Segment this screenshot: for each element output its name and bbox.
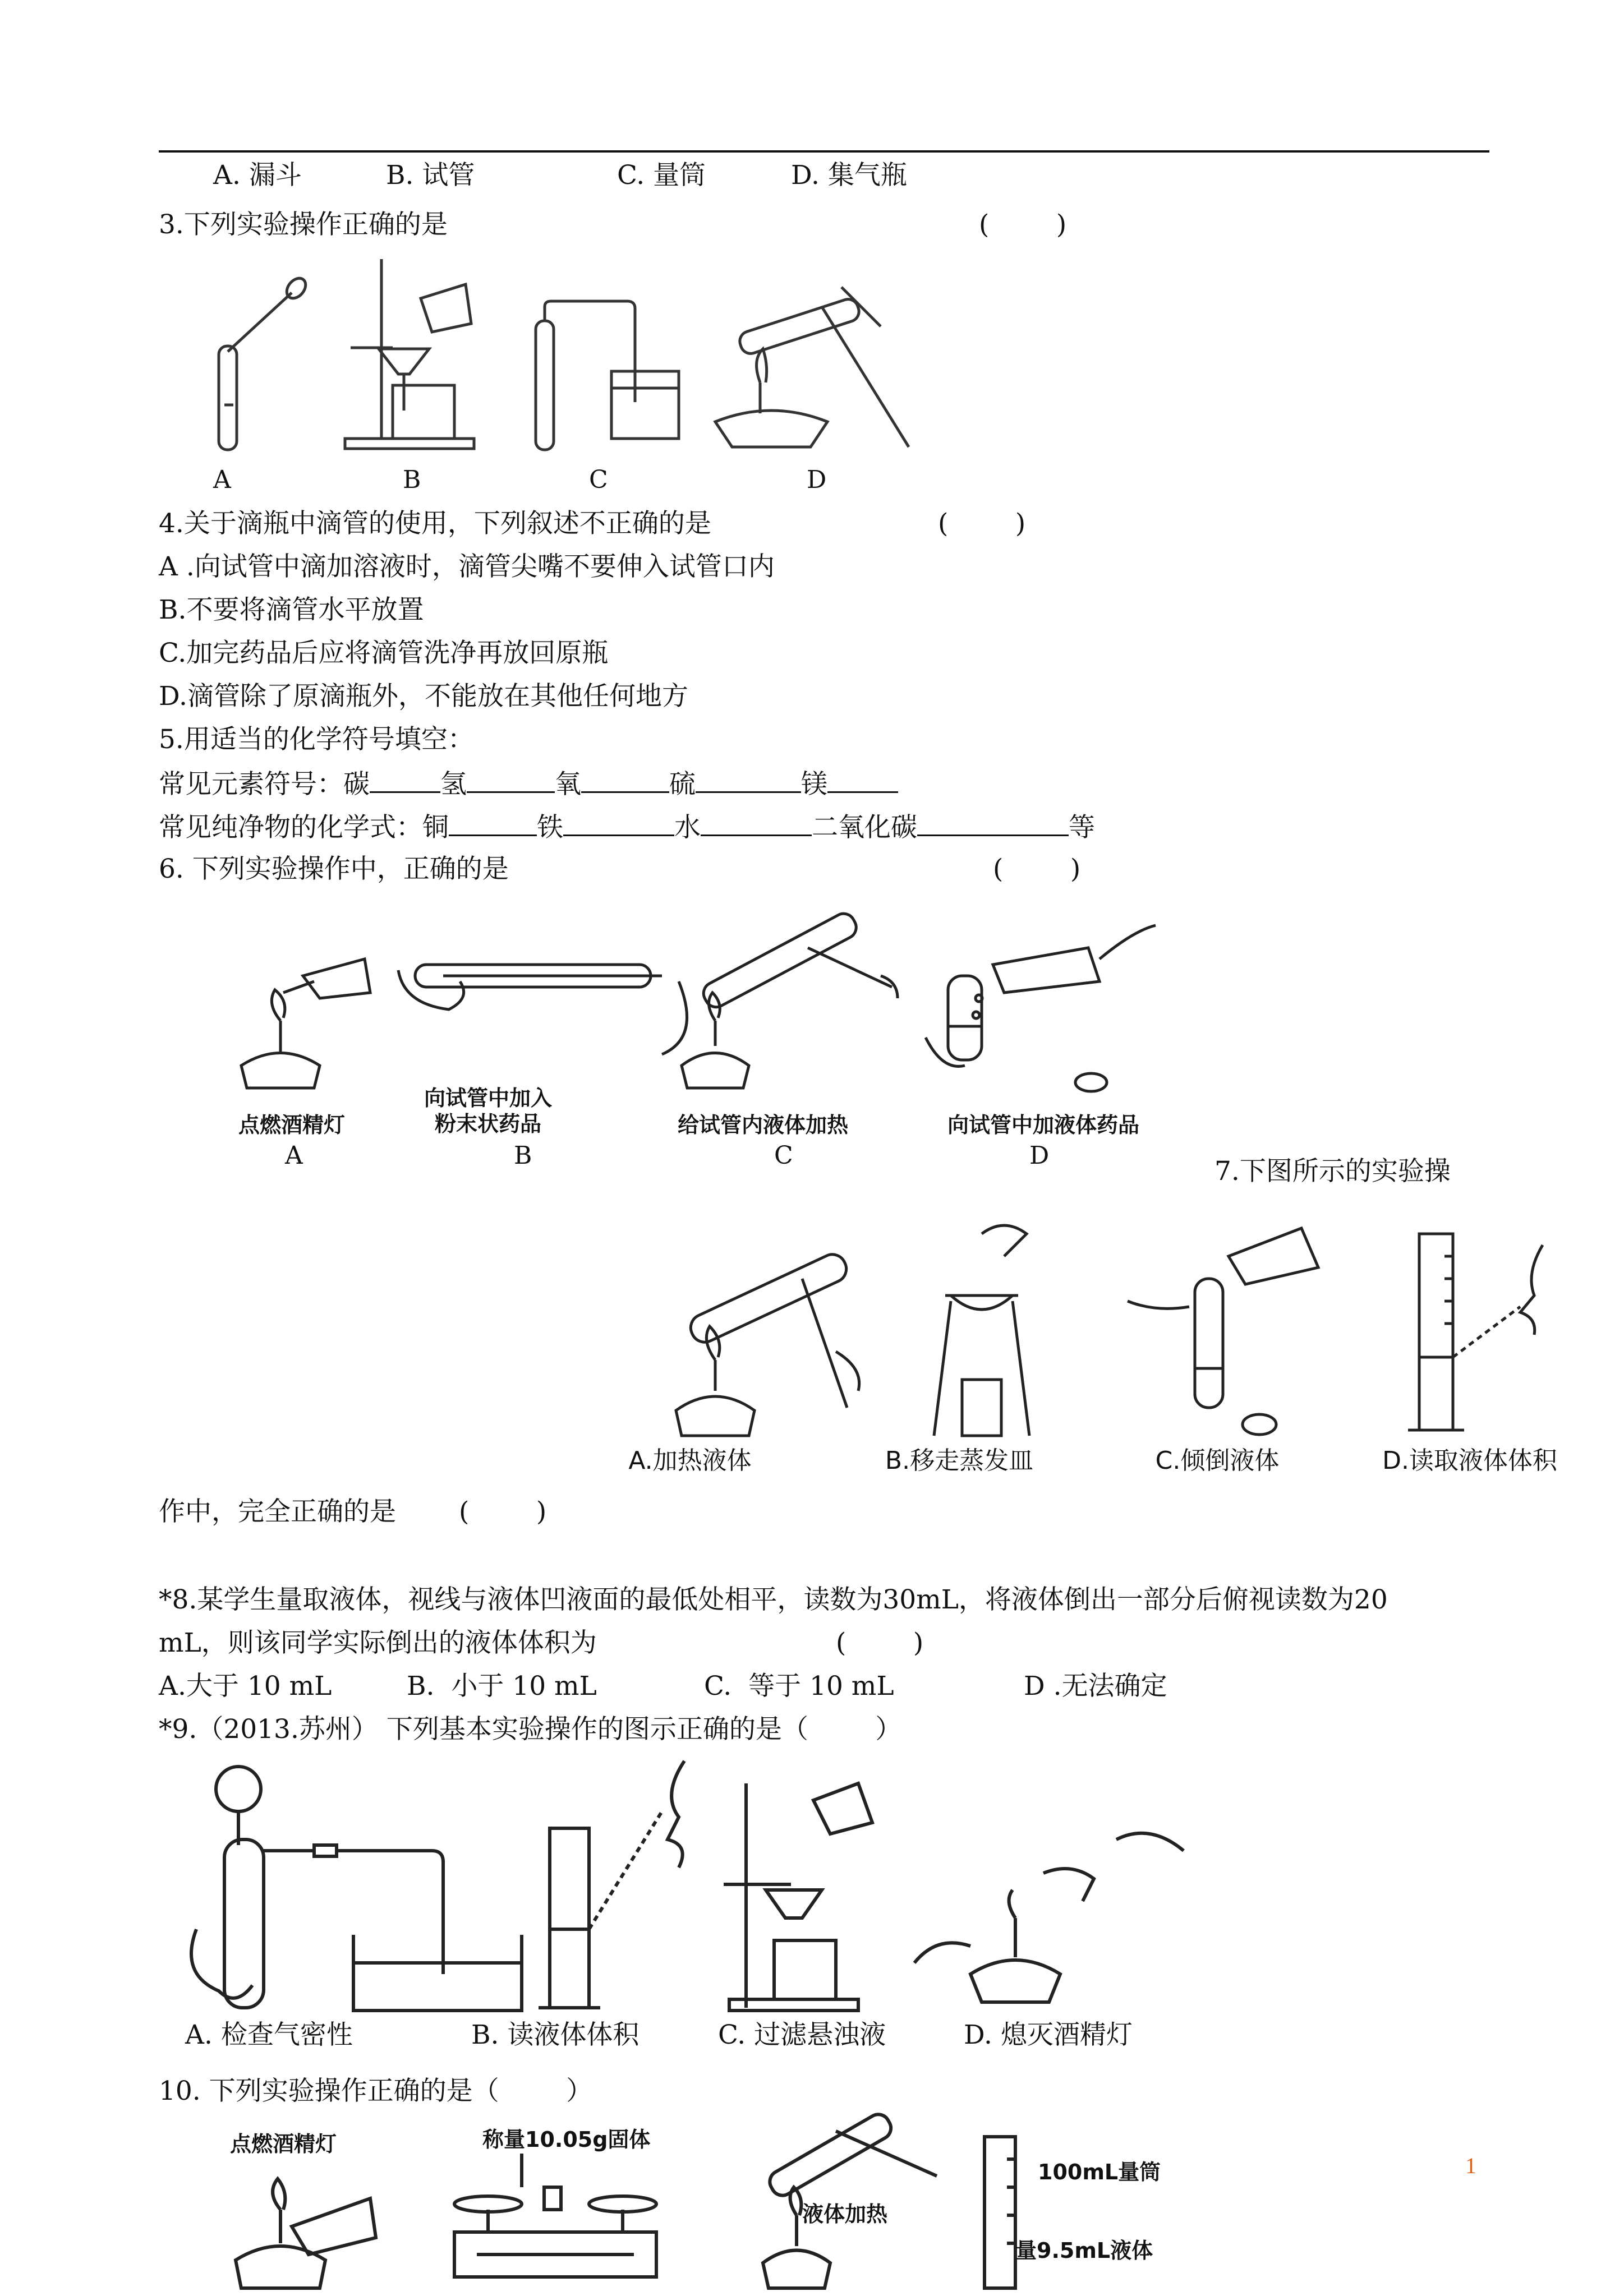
q9-figure bbox=[185, 1761, 1195, 2019]
q4-stem: 4.关于滴瓶中滴管的使用，下列叙述不正确的是 bbox=[159, 508, 711, 539]
q3-label-c: C bbox=[589, 465, 608, 494]
q9-caption-a: A. 检查气密性 bbox=[185, 2020, 353, 2050]
q10-label-cylinder: 100mL量筒 bbox=[1038, 2160, 1161, 2184]
q10-figure bbox=[230, 2126, 1212, 2294]
q5-blank-sulfur[interactable] bbox=[696, 767, 801, 793]
q4-option-a: A .向试管中滴加溶液时，滴管尖嘴不要伸入试管口内 bbox=[159, 551, 775, 582]
q6-letter-c: C bbox=[774, 1141, 793, 1170]
q10-label-lamp: 点燃酒精灯 bbox=[230, 2132, 337, 2156]
q9-caption-b: B. 读液体体积 bbox=[471, 2020, 640, 2050]
q7-answer-paren: ( ) bbox=[459, 1496, 547, 1527]
q5-element-carbon: 碳 bbox=[343, 769, 370, 800]
page-number: 1 bbox=[1465, 2153, 1476, 2178]
q5-blank-water[interactable] bbox=[701, 810, 812, 836]
q8-line-1: *8.某学生量取液体，视线与液体凹液面的最低处相平，读数为30mL，将液体倒出一部分后俯视读数为20 bbox=[159, 1584, 1388, 1615]
q3-label-b: B bbox=[403, 465, 421, 494]
q5-element-magnesium: 镁 bbox=[801, 769, 827, 800]
q10-label-measure: 量9.5mL液体 bbox=[1015, 2238, 1153, 2263]
q10-stem: 10. 下列实验操作正确的是（ ） bbox=[159, 2076, 593, 2106]
q5-compound-iron: 铁 bbox=[537, 812, 563, 843]
q5-elements-line bbox=[159, 767, 898, 801]
q6-letter-d: D bbox=[1029, 1141, 1050, 1170]
q7-caption-b: B.移走蒸发皿 bbox=[885, 1446, 1034, 1475]
q2-option-d: D. 集气瓶 bbox=[791, 160, 907, 191]
q8-answer-paren: ( ) bbox=[836, 1628, 924, 1658]
q8-option-c: C. 等于 10 mL bbox=[704, 1671, 894, 1702]
q5-element-sulfur: 硫 bbox=[669, 769, 696, 800]
q2-option-b: B. 试管 bbox=[386, 160, 475, 191]
q5-elements-prefix: 常见元素符号： bbox=[159, 769, 343, 800]
q10-label-heating: 液体加热 bbox=[802, 2202, 888, 2226]
q5-element-oxygen: 氧 bbox=[555, 769, 581, 800]
q5-compounds-line bbox=[159, 810, 1095, 844]
q3-label-a: A bbox=[213, 465, 231, 494]
q7-caption-a: A.加热液体 bbox=[628, 1446, 752, 1475]
q8-option-a: A.大于 10 mL bbox=[159, 1671, 332, 1702]
q7-stem-start: 7.下图所示的实验操 bbox=[1214, 1156, 1451, 1187]
q5-blank-copper[interactable] bbox=[449, 810, 537, 836]
q10-label-balance: 称量10.05g固体 bbox=[482, 2127, 651, 2152]
q6-stem: 6. 下列实验操作中，正确的是 bbox=[159, 854, 509, 884]
q9-stem: *9.（2013.苏州） 下列基本实验操作的图示正确的是（ ） bbox=[159, 1714, 902, 1745]
q6-letter-a: A bbox=[285, 1141, 303, 1170]
q2-option-a: A. 漏斗 bbox=[213, 160, 302, 191]
q2-option-c: C. 量筒 bbox=[617, 160, 706, 191]
q6-caption-c: 给试管内液体加热 bbox=[677, 1113, 848, 1137]
q5-blank-carbon[interactable] bbox=[370, 767, 440, 793]
q4-option-b: B.不要将滴管水平放置 bbox=[159, 594, 424, 625]
q7-caption-c: C.倾倒液体 bbox=[1155, 1446, 1280, 1475]
q5-blank-iron[interactable] bbox=[563, 810, 674, 836]
q7-stem-end: 作中，完全正确的是 bbox=[159, 1496, 396, 1527]
q5-blank-hydrogen[interactable] bbox=[467, 767, 555, 793]
q6-caption-b: 向试管中加入 粉末状药品 bbox=[424, 1086, 552, 1136]
q5-compound-co2: 二氧化碳 bbox=[812, 812, 917, 843]
q3-answer-paren: ( ) bbox=[979, 209, 1067, 240]
q4-option-c: C.加完药品后应将滴管洗净再放回原瓶 bbox=[159, 638, 609, 668]
q9-caption-d: D. 熄灭酒精灯 bbox=[964, 2020, 1133, 2050]
q3-label-d: D bbox=[807, 465, 827, 494]
q3-stem: 3.下列实验操作正确的是 bbox=[159, 209, 448, 240]
q6-caption-d: 向试管中加液体药品 bbox=[947, 1113, 1139, 1137]
q4-option-d: D.滴管除了原滴瓶外，不能放在其他任何地方 bbox=[159, 681, 688, 712]
q5-compound-copper: 铜 bbox=[422, 812, 449, 843]
q6-letter-b: B bbox=[514, 1141, 532, 1170]
q5-compounds-prefix: 常见纯净物的化学式： bbox=[159, 812, 422, 843]
q5-blank-oxygen[interactable] bbox=[581, 767, 669, 793]
q5-compounds-suffix: 等 bbox=[1069, 812, 1095, 843]
q5-element-hydrogen: 氢 bbox=[440, 769, 467, 800]
q6-figure bbox=[236, 925, 1200, 1105]
q5-blank-co2[interactable] bbox=[917, 810, 1069, 836]
header-rule bbox=[159, 150, 1489, 153]
q7-caption-d: D.读取液体体积 bbox=[1382, 1446, 1557, 1475]
q7-figure bbox=[668, 1223, 1593, 1441]
q3-figure bbox=[208, 253, 903, 455]
q6-answer-paren: ( ) bbox=[993, 854, 1081, 884]
q6-caption-a: 点燃酒精灯 bbox=[238, 1113, 345, 1137]
q5-compound-water: 水 bbox=[674, 812, 701, 843]
q5-blank-magnesium[interactable] bbox=[827, 767, 898, 793]
q4-answer-paren: ( ) bbox=[938, 508, 1026, 539]
q9-caption-c: C. 过滤悬浊液 bbox=[718, 2020, 886, 2050]
q5-stem: 5.用适当的化学符号填空： bbox=[159, 724, 474, 755]
q8-option-b: B. 小于 10 mL bbox=[407, 1671, 597, 1702]
q8-option-d: D .无法确定 bbox=[1024, 1671, 1167, 1702]
q8-line-2: mL，则该同学实际倒出的液体体积为 bbox=[159, 1628, 597, 1658]
